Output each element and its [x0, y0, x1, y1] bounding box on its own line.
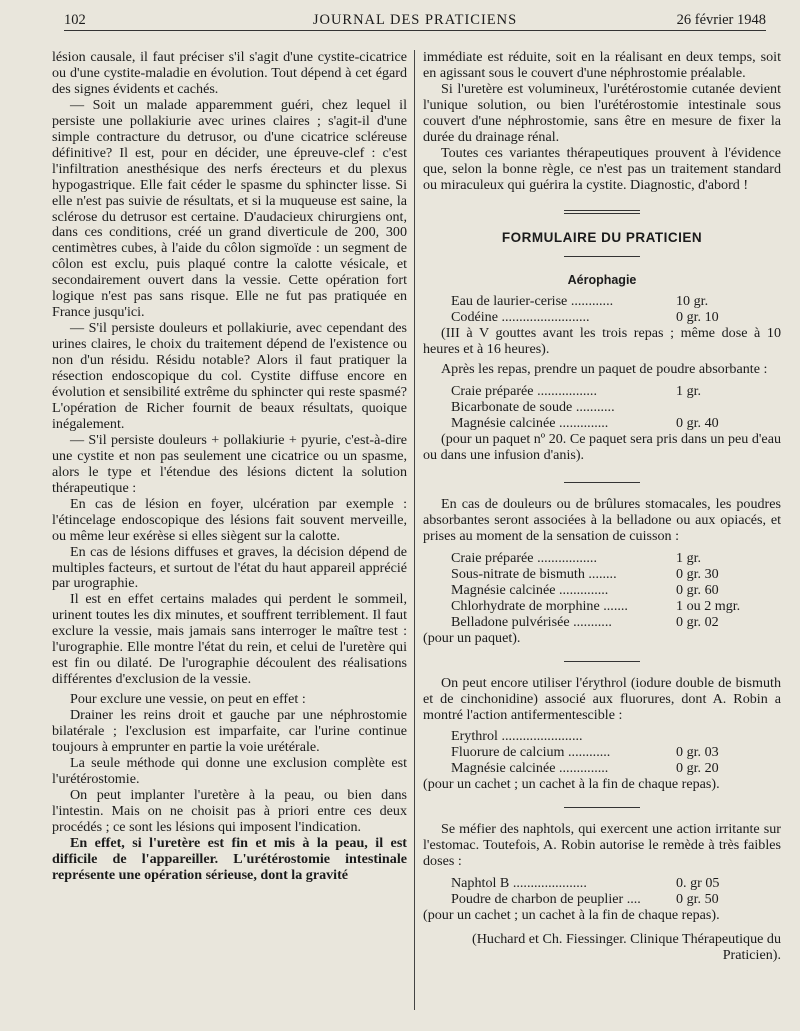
- paragraph: — Soit un malade apparemment guéri, chez lequel il persiste une pollakiurie avec urines claires ; s'agit-il d'une simple contracture du detrusor, ou d'une cicatrice scléreuse définitive? Il est, pour en décider, une épreuve-clef : c'est l'infiltration anesthésique des nerfs érecteurs et du plexus hypogastrique. Elle fait céder le spasme du sphincter lisse. Si elle n'est pas suivie de résultats, et si la muqueuse est saine, la sclérose du detrusor est certaine. D'audacieux chirurgiens ont, dans ces conditions, créé un grand diverticule de 200, 300 centimètres cubes, à l'aide du côlon sigmoïde : un segment de côlon est exclu, puis plaqué contre la calotte vésicale, et secondairement ouvert dans la vessie. Cette opération fort logique n'est pas sans risque. Elle ne fut pas pratiquée en France jusqu'ici.: [52, 96, 407, 321]
- attribution: (Huchard et Ch. Fiessinger. Clinique Thérapeutique du Praticien).: [472, 930, 781, 963]
- ingredient-name: Codéine .........................: [451, 310, 590, 326]
- ingredient-quantity: 1 gr.: [676, 549, 702, 566]
- recipe-row: [451, 384, 756, 400]
- ingredient-name: Naphtol B .....................: [451, 876, 587, 892]
- ingredient-name: Chlorhydrate de morphine .......: [451, 598, 628, 614]
- recipe-note: (pour un paquet nº 20. Ce paquet sera pris dans un peu d'eau ou dans une infusion d'anis).: [423, 431, 781, 464]
- ingredient-quantity: 1 ou 2 mgr.: [676, 597, 741, 614]
- paragraph: immédiate est réduite, soit en la réalisant en deux temps, soit en agissant sous le couvert d'une néphrostomie préalable.: [423, 49, 781, 81]
- column-divider: [414, 50, 415, 1010]
- ingredient-quantity: [670, 729, 756, 745]
- ingredient-name: Magnésie calcinée ..............: [451, 416, 609, 432]
- ingredient-quantity: 0 gr. 40: [676, 415, 719, 432]
- recipe-intro: Après les repas, prendre un paquet de poudre absorbante :: [441, 361, 768, 378]
- paragraph: La seule méthode qui donne une exclusion complète est l'urétérostomie.: [52, 754, 407, 787]
- ingredient-quantity: 0 gr. 10: [676, 309, 719, 326]
- recipe-note: (pour un paquet).: [423, 629, 521, 646]
- paragraph: lésion causale, il faut préciser s'il s'agit d'une cystite-cicatrice ou d'une cystite-maladie en évolution. Tout dépend à cet égard des signes évidents et cachés.: [52, 49, 407, 97]
- recipe-row: [451, 400, 756, 416]
- recipe-separator: [564, 661, 640, 662]
- paragraph: Drainer les reins droit et gauche par une néphrostomie bilatérale ; l'exclusion est imparfaite, car l'urine continue toujours à emprunter en partie la voie urétérale.: [52, 707, 407, 755]
- recipe-note: (pour un cachet ; un cachet à la fin de chaque repas).: [423, 776, 720, 793]
- recipe-row: [451, 551, 756, 567]
- ingredient-name: Poudre de charbon de peuplier ....: [451, 892, 641, 908]
- paragraph: Si l'uretère est volumineux, l'urétérostomie cutanée devient l'unique solution, ou bien l'urétérostomie intestinale sous couvert d'une néphrostomie, sans être en mesure de fixer la durée du drainage rénal.: [423, 80, 781, 145]
- issue-date: 26 février 1948: [676, 12, 766, 28]
- recipe-list: [451, 729, 756, 777]
- recipe-separator: [564, 482, 640, 483]
- page-number: 102: [64, 12, 86, 28]
- paragraph: En effet, si l'uretère est fin et mis à la peau, il est difficile de l'appareiller. L'urétérostomie intestinale représente une opération sérieuse, dont la gravité: [52, 834, 407, 883]
- recipe-row: [451, 599, 756, 615]
- recipe-row: [451, 876, 756, 892]
- ingredient-name: Sous-nitrate de bismuth ........: [451, 566, 617, 582]
- section-rule: [564, 210, 640, 214]
- recipe-list: [451, 551, 756, 631]
- ingredient-name: Bicarbonate de soude ...........: [451, 400, 615, 416]
- heading-rule: [564, 256, 640, 257]
- paragraph: Toutes ces variantes thérapeutiques prouvent à l'évidence que, selon la bonne règle, ce n'est pas un traitement standard ou miraculeux qui guérira la cystite. Diagnostic, d'abord !: [423, 144, 781, 193]
- recipe-intro: Se méfier des naphtols, qui exercent une action irritante sur l'estomac. Toutefois, A. Robin autorise le remède à très faibles doses :: [423, 821, 781, 870]
- recipe-row: [451, 416, 756, 432]
- ingredient-quantity: 1 gr.: [676, 383, 702, 400]
- ingredient-quantity: 0 gr. 20: [676, 760, 719, 777]
- recipe-row: [451, 761, 756, 777]
- ingredient-quantity: 0 gr. 50: [676, 891, 719, 908]
- recipe-row: [451, 745, 756, 761]
- right-column: [423, 50, 781, 964]
- paragraph: En cas de lésion en foyer, ulcération par exemple : l'étincelage endoscopique des lésions fait souvent merveille, ou même leur exérèse si elles siègent sur la calotte.: [52, 495, 407, 544]
- ingredient-quantity: 0 gr. 03: [676, 744, 719, 761]
- ingredient-quantity: 10 gr.: [676, 293, 709, 310]
- ingredient-name: Belladone pulvérisée ...........: [451, 614, 612, 630]
- recipe-list: [451, 876, 756, 908]
- recipe-row: [451, 729, 756, 745]
- ingredient-quantity: 0. gr 05: [676, 875, 720, 892]
- recipe-row: [451, 892, 756, 908]
- ingredient-quantity: 0 gr. 60: [676, 581, 719, 598]
- ingredient-quantity: 0 gr. 30: [676, 565, 719, 582]
- recipe-separator: [564, 807, 640, 808]
- ingredient-name: Magnésie calcinée ..............: [451, 761, 609, 777]
- paragraph: Pour exclure une vessie, on peut en effet :: [70, 691, 306, 708]
- paragraph: — S'il persiste douleurs et pollakiurie, avec cependant des urines claires, le choix du traitement dépend de l'existence ou non d'un résidu. Résidu notable? Alors il faut pratiquer la résection endoscopique du col. Cystite diffuse encore en évolution et sensibilité extrême du sphincter qui reste spasmé? L'opération de Richer fournit de beaux résultats, quoique inégalement.: [52, 320, 407, 432]
- recipe-intro: On peut encore utiliser l'érythrol (iodure double de bismuth et de cinchonidine) associé aux fluorures, dont A. Robin a montré l'action antifermentescible :: [423, 674, 781, 723]
- paragraph: — S'il persiste douleurs + pollakiurie + pyurie, c'est-à-dire une cystite et non pas seulement une cicatrice ou un spasme, alors le type et l'étendue des lésions dictent la solution thérapeutique :: [52, 431, 407, 496]
- recipe-row: [451, 567, 756, 583]
- recipe-row: [451, 583, 756, 599]
- recipe-list: [451, 294, 756, 326]
- paragraph: Il est en effet certains malades qui perdent le sommeil, urinent toutes les dix minutes, et souffrent terriblement. Il faut exclure la vessie, mais jamais sans interroger le maître test : l'urographie. Elle montre l'état du rein, et celui de l'uretère qui est fin ou dilaté. De l'urographie découlent des réalisations différentes d'exclusion de la vessie.: [52, 591, 407, 688]
- ingredient-name: Eau de laurier-cerise ............: [451, 294, 614, 310]
- ingredient-name: Magnésie calcinée ..............: [451, 582, 609, 598]
- ingredient-name: Craie préparée .................: [451, 550, 597, 566]
- recipe-intro: En cas de douleurs ou de brûlures stomacales, les poudres absorbantes seront associées à la belladone ou aux opiacés, et prises au moment de la sensation de cuisson :: [423, 496, 781, 544]
- recipe-list: [451, 384, 756, 432]
- paragraph: On peut implanter l'uretère à la peau, ou bien dans l'intestin. Mais on ne choisit pas à priori entre ces deux procédés ; ce sont les lésions qui imposent l'indication.: [52, 786, 407, 835]
- section-title: Aérophagie: [567, 272, 637, 287]
- recipe-note: (III à V gouttes avant les trois repas ; même dose à 10 heures et à 16 heures).: [423, 325, 781, 358]
- ingredient-name: Fluorure de calcium ............: [451, 745, 611, 761]
- recipe-row: [451, 615, 756, 631]
- recipe-row: [451, 294, 756, 310]
- ingredient-quantity: [670, 400, 756, 416]
- recipe-row: [451, 310, 756, 326]
- formulaire-heading: FORMULAIRE DU PRATICIEN: [501, 229, 703, 245]
- recipe-note: (pour un cachet ; un cachet à la fin de chaque repas).: [423, 907, 720, 924]
- paragraph: En cas de lésions diffuses et graves, la décision dépend de multiples facteurs, et surtout de l'état du haut appareil apprécié par urographie.: [52, 543, 407, 592]
- page-header: [64, 8, 766, 31]
- journal-title: JOURNAL DES PRATICIENS: [312, 12, 518, 28]
- ingredient-name: Craie préparée .................: [451, 384, 597, 400]
- ingredient-quantity: 0 gr. 02: [676, 613, 719, 630]
- ingredient-name: Erythrol .......................: [451, 729, 583, 745]
- left-column: [52, 50, 407, 884]
